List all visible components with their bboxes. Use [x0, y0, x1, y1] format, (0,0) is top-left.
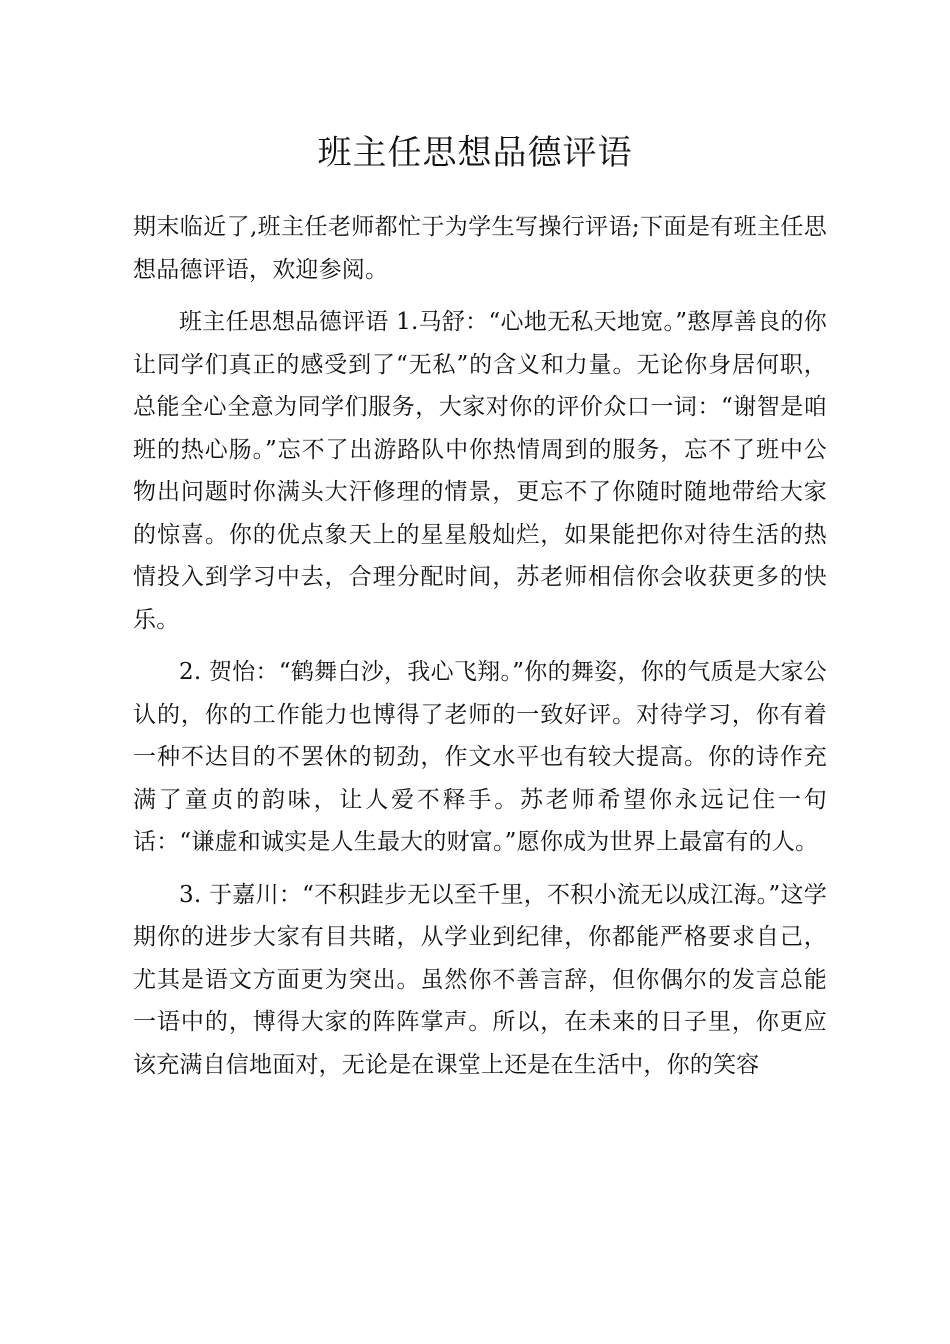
comment-paragraph-1: 班主任思想品德评语 1.马舒：“心地无私天地宽。”憨厚善良的你让同学们真正的感受到了“无私”的含义和力量。无论你身居何职，总能全心全意为同学们服务，大家对你的评价众口一词：“谢智是咱班的热心肠。”忘不了出游路队中你热情周到的服务，忘不了班中公物出问题时你满头大汗修理的情景，更忘不了你随时随地带给大家的惊喜。你的优点象天上的星星般灿烂，如果能把你对待生活的热情投入到学习中去，合理分配时间，苏老师相信你会收获更多的快乐。	[133, 309, 827, 633]
document-body	[133, 206, 827, 1096]
intro-paragraph: 期末临近了,班主任老师都忙于为学生写操行评语;下面是有班主任思想品德评语，欢迎参阅。	[133, 214, 827, 283]
document-title: 班主任思想品德评语	[317, 133, 633, 173]
comment-paragraph-3: 3. 于嘉川：“不积跬步无以至千里，不积小流无以成江海。”这学期你的进步大家有目共睹，从学业到纪律，你都能严格要求自己，尤其是语文方面更为突出。虽然你不善言辞，但你偶尔的发言总能一语中的，博得大家的阵阵掌声。所以，在未来的日子里，你更应该充满自信地面对，无论是在课堂上还是在生活中，你的笑容	[133, 881, 827, 1078]
comment-paragraph-2: 2. 贺怡：“鹤舞白沙，我心飞翔。”你的舞姿，你的气质是大家公认的，你的工作能力也博得了老师的一致好评。对待学习，你有着一种不达目的不罢休的韧劲，作文水平也有较大提高。你的诗作充满了童贞的韵味，让人爱不释手。苏老师希望你永远记住一句话：“谦虚和诚实是人生最大的财富。”愿你成为世界上最富有的人。	[133, 659, 827, 855]
